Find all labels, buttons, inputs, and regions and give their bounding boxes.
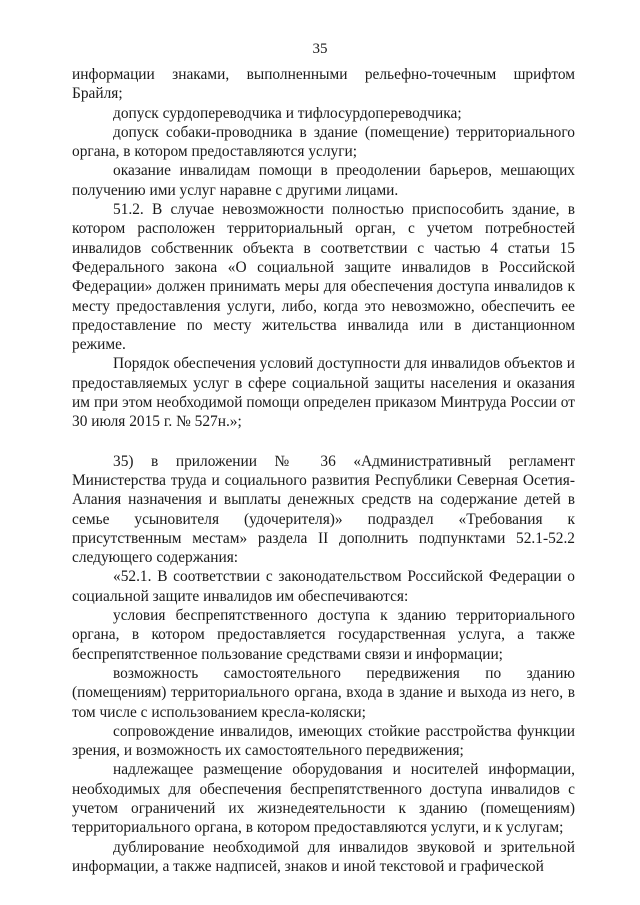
paragraph-gap [72, 432, 575, 452]
paragraph: 35) в приложении № 36 «Административный регламент Министерства труда и социального развития Республики Северная Осетия-Алания назначения и выплаты денежных средств на содержание детей в семье усыновителя (удочерителя)» подраздел «Требования к присутственным местам» раздела II дополнить подпунктами 52.1-52.2 следующего содержания: [72, 452, 575, 567]
paragraph: дублирование необходимой для инвалидов звуковой и зрительной информации, а также надписей, знаков и иной текстовой и графической [72, 838, 575, 875]
paragraph: «52.1. В соответствии с законодательством Российской Федерации о социальной защите инвалидов им обеспечиваются: [72, 568, 575, 605]
paragraph: 51.2. В случае невозможности полностью приспособить здание, в котором расположен территориальный орган, с учетом потребностей инвалидов собственник объекта в соответствии с частью 4 статьи 15 Федерального закона «О социальной защите инвалидов в Российской Федерации» должен принимать меры для обеспечения доступа инвалидов к месту предоставления услуги, либо, когда это невозможно, обеспечить ее предоставление по месту жительства инвалида или в дистанционном режиме. [72, 201, 575, 354]
paragraph: оказание инвалидам помощи в преодолении барьеров, мешающих получению ими услуг наравне с другими лицами. [72, 162, 575, 199]
paragraph: допуск собаки-проводника в здание (помещение) территориального органа, в котором предоставляются услуги; [72, 123, 575, 161]
document-body [72, 65, 575, 876]
paragraph: допуск сурдопереводчика и тифлосурдопереводчика; [113, 104, 462, 122]
paragraph: сопровождение инвалидов, имеющих стойкие расстройства функции зрения, и возможность их самостоятельного передвижения; [72, 722, 575, 760]
page-number: 35 [312, 41, 328, 57]
paragraph: Порядок обеспечения условий доступности для инвалидов объектов и предоставляемых услуг в сфере социальной защиты населения и оказания им при этом необходимой помощи определен приказом Минтруда России от 30 июля 2015 г. № 527н.»; [72, 355, 575, 431]
paragraph: надлежащее размещение оборудования и носителей информации, необходимых для обеспечения беспрепятственного доступа инвалидов с учетом ограничений их жизнедеятельности к зданию (помещениям) территориального органа, в котором предоставляются услуги, и к услугам; [72, 761, 575, 837]
paragraph: возможность самостоятельного передвижения по зданию (помещениям) территориального органа, входа в здание и выхода из него, в том числе с использованием кресла-коляски; [72, 664, 575, 721]
paragraph: информации знаками, выполненными рельефно-точечным шрифтом Брайля; [72, 66, 575, 103]
paragraph: условия беспрепятственного доступа к зданию территориального органа, в котором предоставляется государственная услуга, а также беспрепятственное пользование средствами связи и информации; [72, 607, 575, 663]
